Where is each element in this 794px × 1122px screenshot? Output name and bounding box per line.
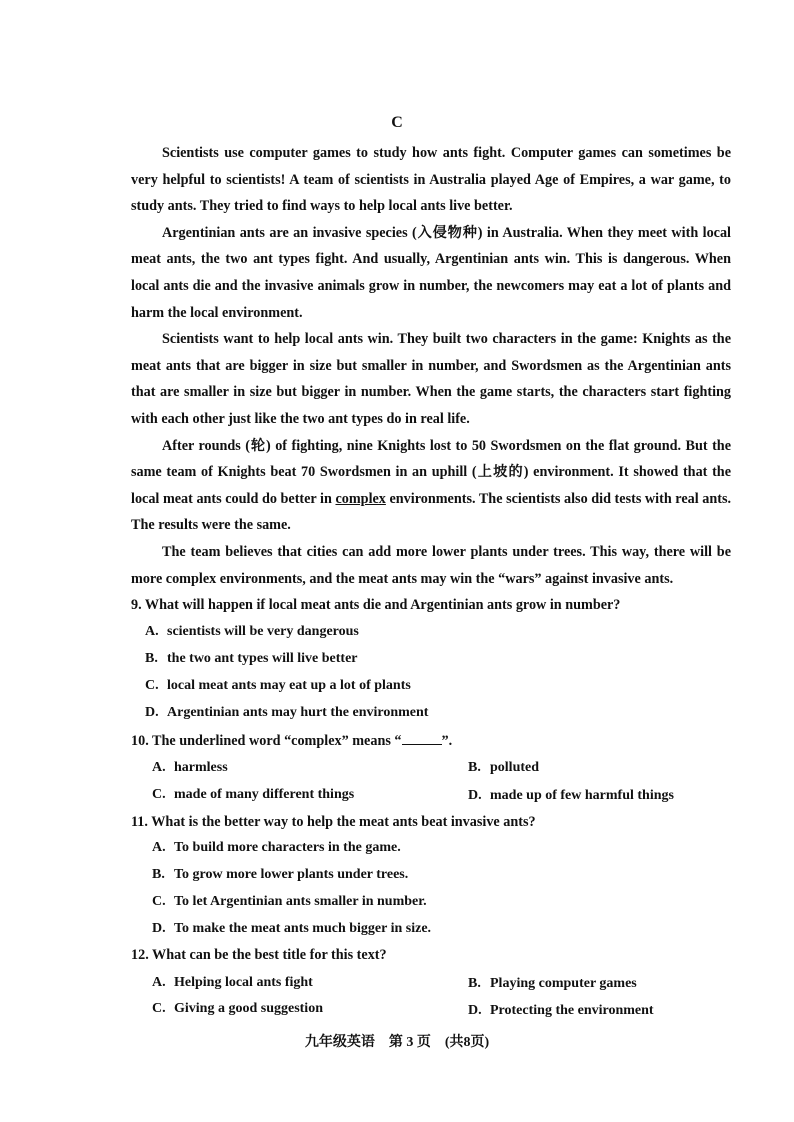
q9-option-b: B. the two ant types will live better [145, 651, 358, 666]
q10-option-b: B. polluted [468, 760, 540, 775]
section-title: C [391, 114, 403, 131]
underlined-word: complex [335, 490, 386, 507]
q11-option-b: B. To grow more lower plants under trees. [152, 867, 409, 882]
passage-paragraph-2: Argentinian ants are an invasive species (入侵物种) in Australia. When they meet with local meat ants, the two ant types fight. And usually, Argentinian ants win. This is dangerous. When local ants die and the invasive animals grow in number, the newcomers may eat a lot of plants and harm the local environment. [131, 224, 731, 321]
question-12-stem: 12. What can be the best title for this text? [131, 947, 387, 963]
q11-option-c: C. To let Argentinian ants smaller in number. [152, 894, 427, 909]
q9-option-d: D. Argentinian ants may hurt the environment [145, 705, 429, 720]
q10-option-a: A. harmless [152, 760, 228, 775]
answer-blank [402, 732, 442, 745]
passage-paragraph-3: Scientists want to help local ants win. They built two characters in the game: Knights as the meat ants that are bigger in size but smaller in number, and Swordsmen as the Argentinian ants that are smaller in size but bigger in number. When the game starts, the characters start fighting with each other just like the two ant types do in real life. [131, 331, 731, 427]
q11-option-a: A. To build more characters in the game. [152, 840, 401, 855]
passage-paragraph-4: After rounds (轮) of fighting, nine Knights lost to 50 Swordsmen on the flat ground. But the same team of Knights beat 70 Swordsmen in an uphill (上坡的) environment. It showed that the local meat ants could do better in complex environments. The scientists also did tests with real ants. The results were the same. [131, 437, 732, 534]
page-footer: 九年级英语 第 3 页 (共8页) [304, 1035, 490, 1050]
q10-option-d: D. made up of few harmful things [468, 788, 674, 803]
q12-option-d: D. Protecting the environment [468, 1003, 654, 1018]
q12-option-c: C. Giving a good suggestion [152, 1001, 323, 1016]
passage-paragraph-1: Scientists use computer games to study how ants fight. Computer games can sometimes be very helpful to scientists! A team of scientists in Australia played Age of Empires, a war game, to study ants. They tried to find ways to help local ants live better. [131, 145, 731, 215]
q12-option-a: A. Helping local ants fight [152, 975, 313, 990]
q10-option-c: C. made of many different things [152, 787, 355, 802]
question-10-stem: 10. The underlined word “complex” means “ ”. [131, 733, 453, 749]
reading-passage [131, 140, 731, 592]
q9-option-c: C. local meat ants may eat up a lot of plants [145, 678, 411, 693]
q9-option-a: A. scientists will be very dangerous [145, 624, 359, 639]
passage-paragraph-5: The team believes that cities can add more lower plants under trees. This way, there will be more complex environments, and the meat ants may win the “wars” against invasive ants. [131, 543, 731, 587]
q12-option-b: B. Playing computer games [468, 976, 637, 991]
question-9-stem: 9. What will happen if local meat ants die and Argentinian ants grow in number? [131, 597, 621, 613]
q11-option-d: D. To make the meat ants much bigger in size. [152, 921, 432, 936]
question-11-stem: 11. What is the better way to help the meat ants beat invasive ants? [131, 814, 536, 830]
